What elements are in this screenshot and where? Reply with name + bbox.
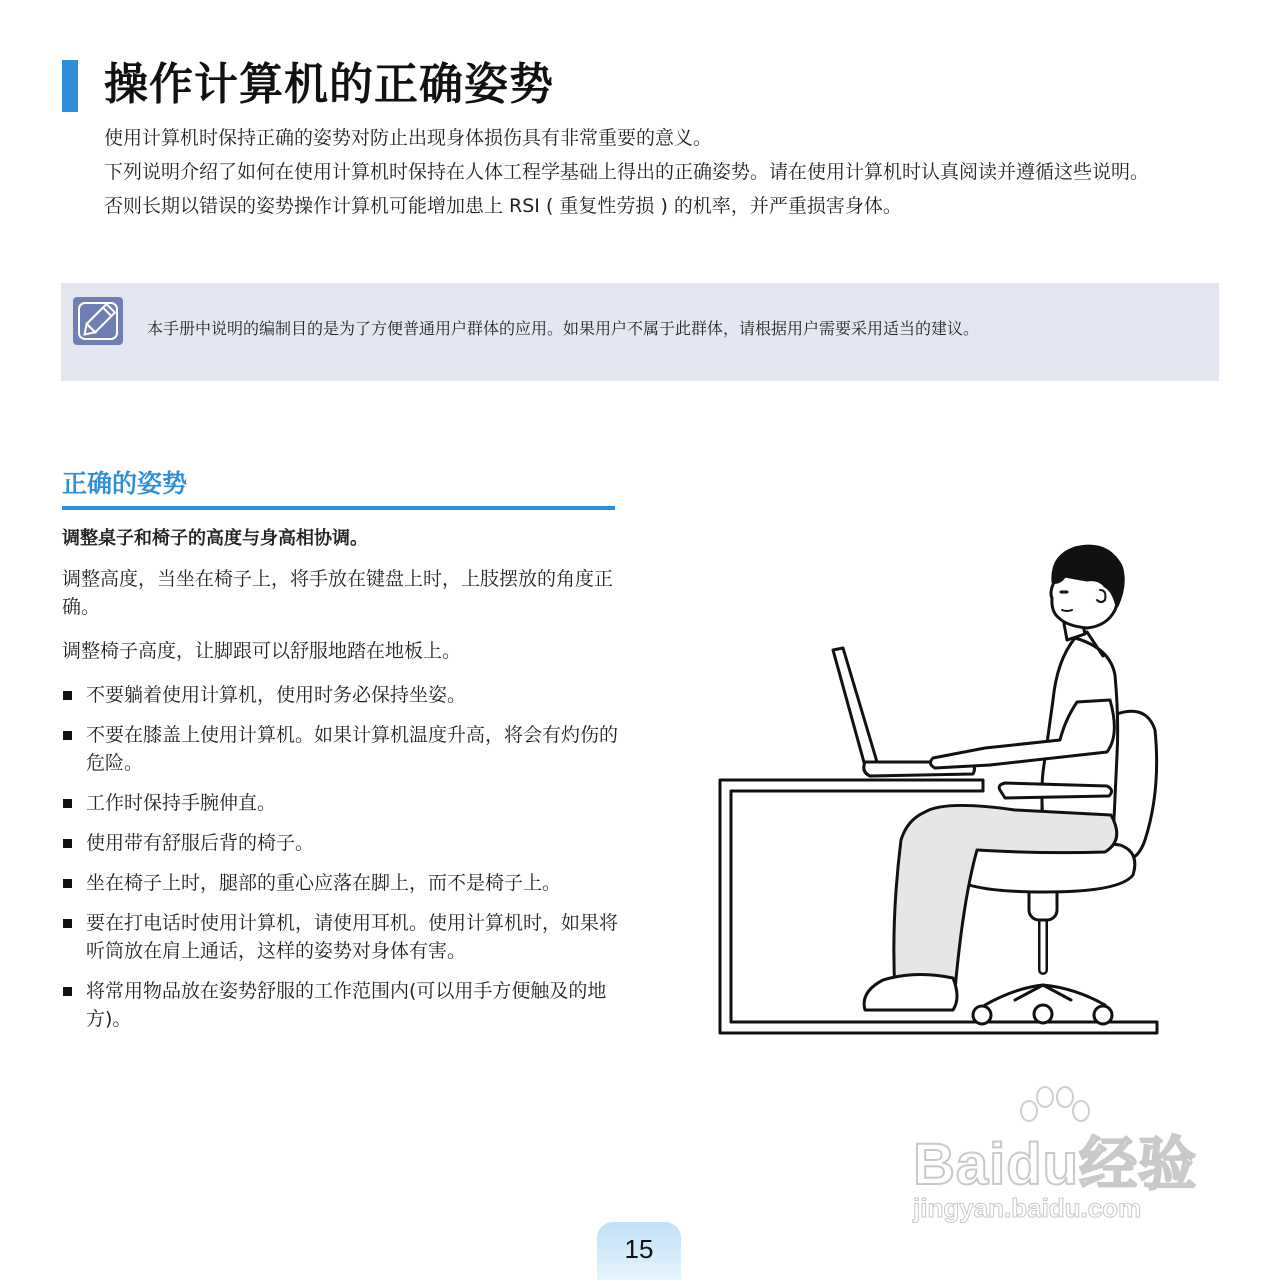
bullet-square-icon <box>63 839 72 848</box>
watermark-url: jingyan.baidu.com <box>913 1193 1142 1223</box>
bullet-square-icon <box>63 919 72 928</box>
bullet-square-icon <box>63 691 72 700</box>
section-subhead: 调整桌子和椅子的高度与身高相协调。 <box>62 528 368 549</box>
baidu-watermark <box>905 1085 1205 1235</box>
bullet-square-icon <box>63 731 72 740</box>
pencil-note-icon <box>73 297 123 345</box>
list-item <box>62 681 622 709</box>
list-item-text: 要在打电话时使用计算机，请使用耳机。使用计算机时，如果将听筒放在肩上通话，这样的姿势对身体有害。 <box>86 912 619 962</box>
section-paragraph: 调整椅子高度，让脚跟可以舒服地踏在地板上。 <box>62 640 462 662</box>
intro-paragraph: 使用计算机时保持正确的姿势对防止出现身体损伤具有非常重要的意义。 <box>104 127 713 149</box>
page-number-tab <box>597 1222 681 1280</box>
note-box <box>61 283 1219 381</box>
note-text: 本手册中说明的编制目的是为了方便普通用户群体的应用。如果用户不属于此群体，请根据用户需要采用适当的建议。 <box>147 319 980 338</box>
list-item-text: 将常用物品放在姿势舒服的工作范围内(可以用手方便触及的地方)。 <box>86 980 607 1030</box>
intro-text <box>104 124 1214 226</box>
sitting-posture-illustration <box>715 540 1165 1040</box>
list-item <box>62 909 622 965</box>
posture-bullet-list <box>62 681 622 1033</box>
bullet-square-icon <box>63 799 72 808</box>
section-title: 正确的姿势 <box>62 469 188 498</box>
watermark-logo: Baidu经验 <box>913 1132 1198 1197</box>
list-item-text: 不要躺着使用计算机，使用时务必保持坐姿。 <box>86 684 467 706</box>
list-item <box>62 977 622 1033</box>
list-item-text: 坐在椅子上时，腿部的重心应落在脚上，而不是椅子上。 <box>86 872 562 894</box>
list-item <box>62 789 622 817</box>
list-item-text: 不要在膝盖上使用计算机。如果计算机温度升高，将会有灼伤的危险。 <box>86 724 619 774</box>
bullet-square-icon <box>63 879 72 888</box>
list-item-text: 工作时保持手腕伸直。 <box>86 792 277 814</box>
section-paragraph: 调整高度，当坐在椅子上，将手放在键盘上时，上肢摆放的角度正确。 <box>62 568 614 618</box>
bullet-square-icon <box>63 987 72 996</box>
posture-instructions <box>62 525 622 1045</box>
intro-paragraph: 否则长期以错误的姿势操作计算机可能增加患上 RSI ( 重复性劳损 ) 的机率，并严重损害身体。 <box>104 195 902 217</box>
list-item <box>62 829 622 857</box>
list-item <box>62 869 622 897</box>
page-number: 15 <box>624 1234 654 1264</box>
list-item <box>62 721 622 777</box>
intro-paragraph: 下列说明介绍了如何在使用计算机时保持在人体工程学基础上得出的正确姿势。请在使用计算机时认真阅读并遵循这些说明。 <box>104 161 1150 183</box>
section-divider <box>62 506 615 510</box>
list-item-text: 使用带有舒服后背的椅子。 <box>86 832 315 854</box>
page-title: 操作计算机的正确姿势 <box>104 59 554 110</box>
title-accent-bar <box>62 60 78 112</box>
